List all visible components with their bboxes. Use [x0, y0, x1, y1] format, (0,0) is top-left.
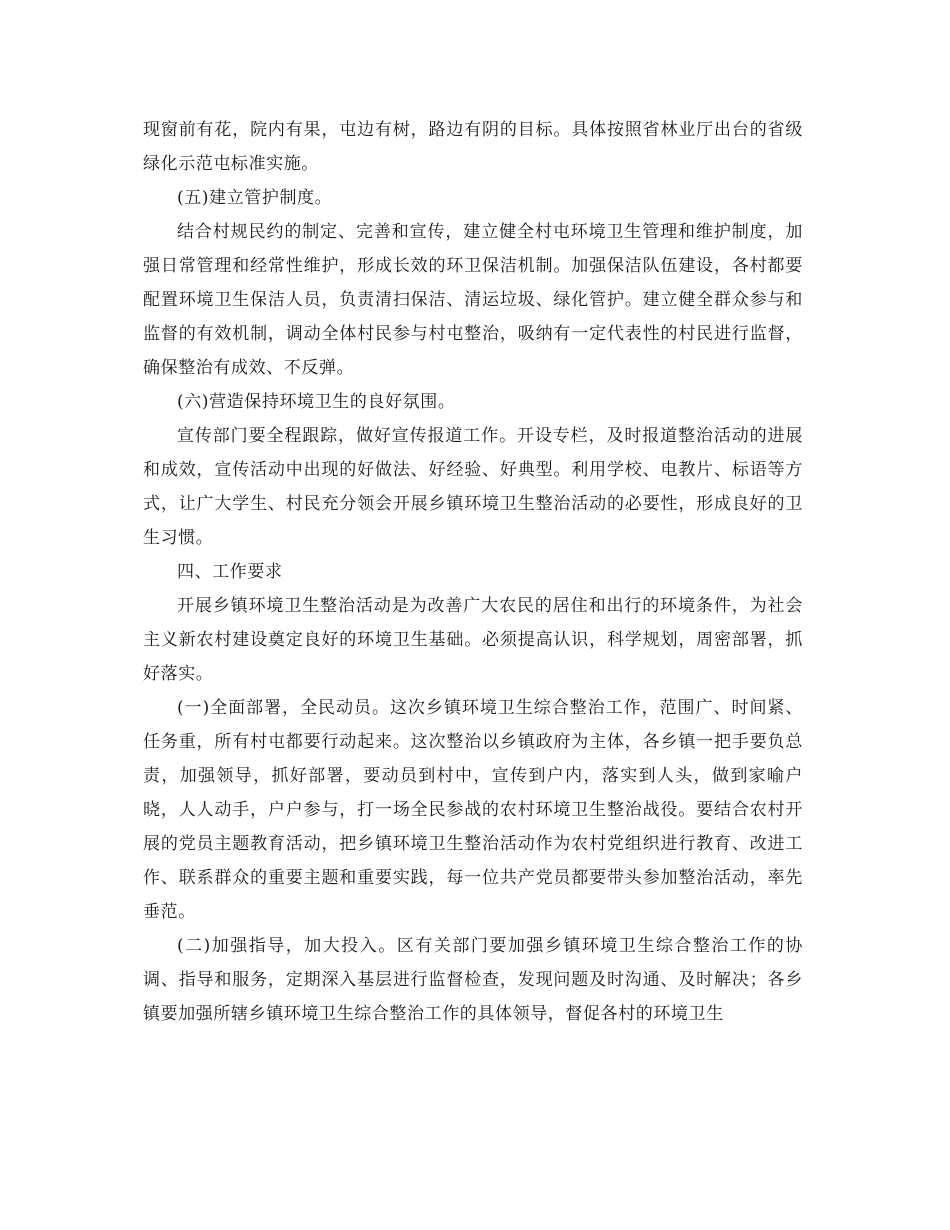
section-heading-6: (六)营造保持环境卫生的良好氛围。 [177, 392, 456, 412]
paragraph: 开展乡镇环境卫生整治活动是为改善广大农民的居住和出行的环境条件，为社会主义新农村建设奠定良好的环境卫生基础。必须提高认识，科学规划，周密部署，抓好落实。 [143, 596, 803, 684]
section-heading-4: 四、工作要求 [177, 562, 283, 582]
paragraph: (一)全面部署，全民动员。这次乡镇环境卫生综合整治工作，范围广、时间紧、任务重，所有村屯都要行动起来。这次整治以乡镇政府为主体，各乡镇一把手要负总责，加强领导，抓好部署，要动员到村中，宣传到户内，落实到人头，做到家喻户晓，人人动手，户户参与，打一场全民参战的农村环境卫生整治战役。要结合农村开展的党员主题教育活动，把乡镇环境卫生整治活动作为农村党组织进行教育、改进工作、联系群众的重要主题和重要实践，每一位共产党员都要带头参加整治活动，率先垂范。 [143, 698, 803, 922]
paragraph-continuation: 现窗前有花，院内有果，屯边有树，路边有阴的目标。具体按照省林业厅出台的省级绿化示范屯标准实施。 [143, 120, 803, 174]
paragraph: (二)加强指导，加大投入。区有关部门要加强乡镇环境卫生综合整治工作的协调、指导和服务，定期深入基层进行监督检查，发现问题及时沟通、及时解决；各乡镇要加强所辖乡镇环境卫生综合整治工作的具体领导，督促各村的环境卫生 [143, 936, 803, 1024]
paragraph: 结合村规民约的制定、完善和宣传，建立健全村屯环境卫生管理和维护制度，加强日常管理和经常性维护，形成长效的环卫保洁机制。加强保洁队伍建设，各村都要配置环境卫生保洁人员，负责清扫保洁、清运垃圾、绿化管护。建立健全群众参与和监督的有效机制，调动全体村民参与村屯整治，吸纳有一定代表性的村民进行监督，确保整治有成效、不反弹。 [143, 222, 803, 378]
document-body [143, 113, 803, 1031]
paragraph: 宣传部门要全程跟踪，做好宣传报道工作。开设专栏，及时报道整治活动的进展和成效，宣传活动中出现的好做法、好经验、好典型。利用学校、电教片、标语等方式，让广大学生、村民充分领会开展乡镇环境卫生整治活动的必要性，形成良好的卫生习惯。 [143, 426, 803, 548]
section-heading-5: (五)建立管护制度。 [177, 188, 333, 208]
